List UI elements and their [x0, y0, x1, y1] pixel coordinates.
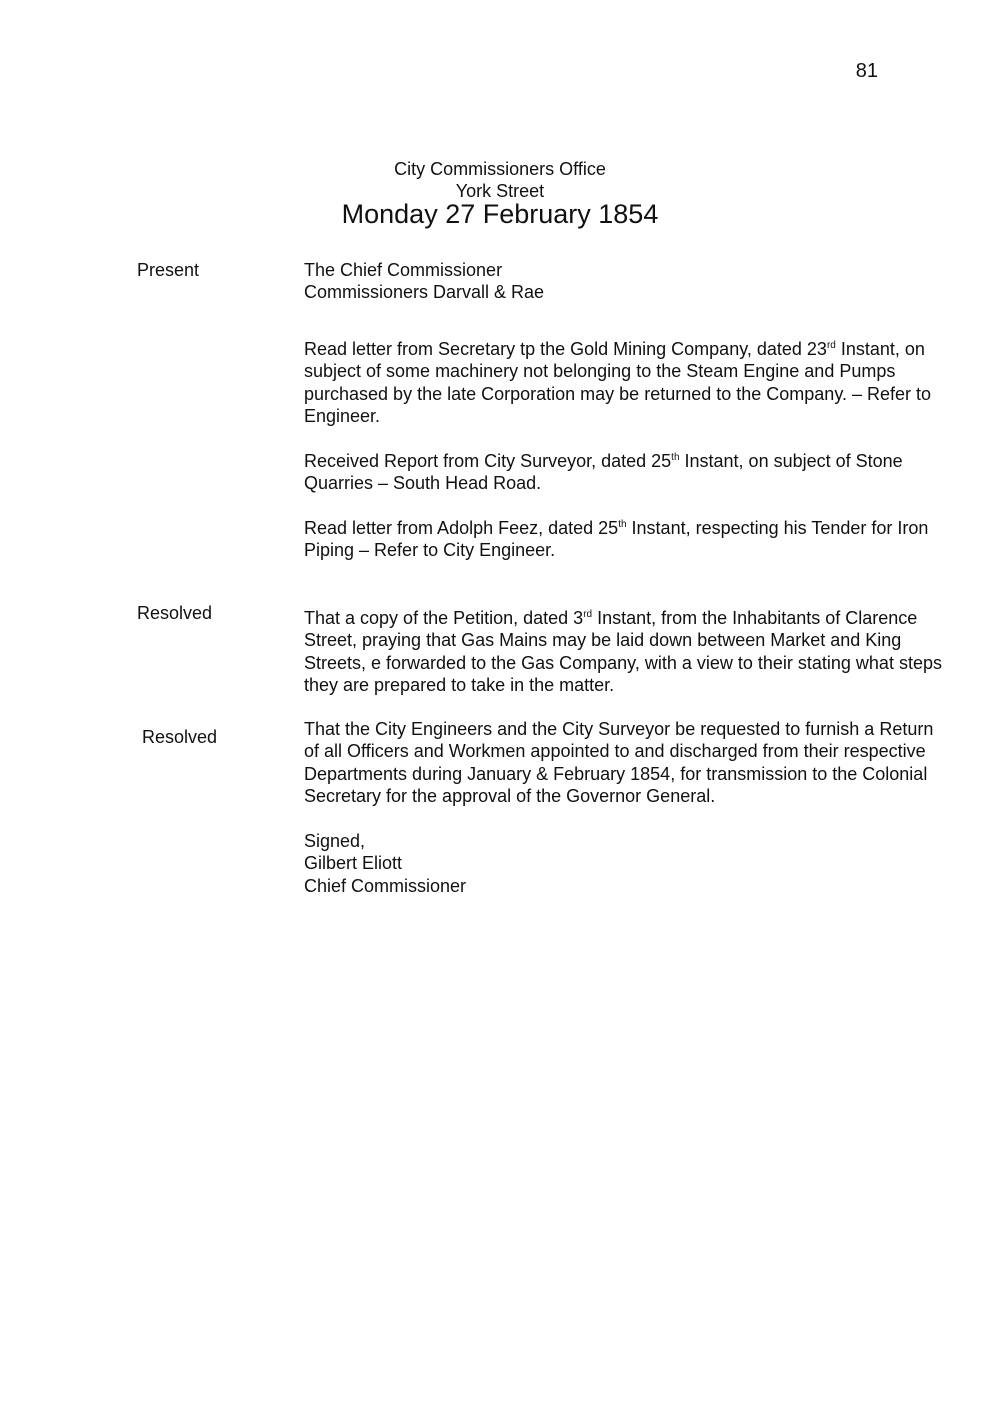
entry-text: Read letter from Secretary tp the Gold Mining Company, dated 23 — [304, 339, 827, 359]
present-label: Present — [137, 260, 200, 280]
resolution-text: That a copy of the Petition, dated 3 — [304, 608, 584, 628]
ordinal-suffix: rd — [826, 340, 836, 351]
signature-block — [304, 830, 944, 897]
signatory-name: Gilbert Eliott — [304, 853, 403, 874]
entry-text: Read letter from Adolph Feez, dated 25 — [304, 518, 619, 538]
resolution-paragraph — [304, 607, 944, 696]
resolved-label: Resolved — [137, 603, 213, 623]
signatory-title: Chief Commissioner — [304, 875, 467, 896]
ordinal-suffix: th — [671, 452, 680, 463]
office-street: York Street — [455, 181, 545, 201]
entry-paragraph — [304, 338, 944, 427]
resolution-text: Instant, from the Inhabitants of Clarence Street, praying that Gas Mains may be laid down between Market and King Streets, e forwarded to the Gas Company, with a view to their stating what steps they are prepared to take in the matter. — [304, 608, 942, 695]
entry-text: Instant, on subject of some machinery not belonging to the Steam Engine and Pumps purchased by the late Corporation may be returned to the Company. – Refer to Engineer. — [304, 339, 932, 426]
ordinal-suffix: th — [618, 519, 627, 530]
resolution-paragraph — [304, 718, 944, 807]
present-list — [304, 259, 944, 304]
ordinal-suffix: rd — [583, 609, 593, 620]
resolution-text: That the City Engineers and the City Surveyor be requested to furnish a Return of all Officers and Workmen appointed to and discharged from their respective Departments during January & February 1854, for transmission to the Colonial Secretary for the approval of the Governor General. — [304, 719, 934, 806]
signature-line: Signed, — [304, 831, 366, 851]
meeting-date: Monday 27 February 1854 — [341, 199, 659, 229]
entry-paragraph — [304, 517, 944, 562]
present-line: The Chief Commissioner — [304, 260, 503, 280]
entry-text: Received Report from City Surveyor, dated 25 — [304, 451, 672, 471]
page-number: 81 — [855, 60, 878, 82]
resolved-label: Resolved — [142, 727, 218, 747]
entry-text: Instant, on subject of Stone Quarries – South Head Road. — [304, 451, 903, 494]
entry-paragraph — [304, 450, 944, 495]
entry-text: Instant, respecting his Tender for Iron Piping – Refer to City Engineer. — [304, 518, 929, 561]
present-line: Commissioners Darvall & Rae — [304, 282, 545, 303]
office-name: City Commissioners Office — [394, 159, 606, 179]
